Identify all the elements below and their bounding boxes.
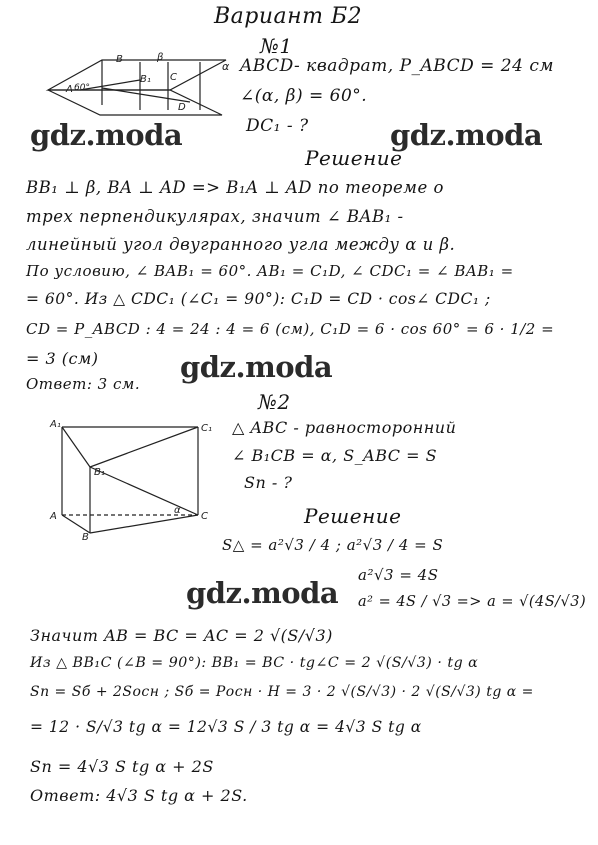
watermark-2: gdz.moda <box>390 118 543 152</box>
problem2-given-3: Sп - ? <box>244 473 293 492</box>
problem2-given-2: ∠ B₁CB = α, S_ABC = S <box>232 446 438 465</box>
figure2-label-alpha: α <box>174 505 181 516</box>
problem2-line-2: a²√3 = 4S <box>358 566 439 584</box>
watermark-4: gdz.moda <box>186 576 339 610</box>
problem1-given-1: ABCD- квадрат, P_ABCD = 24 см <box>240 56 554 76</box>
figure1-label-a: A <box>66 84 73 95</box>
problem2-line-4: Значит AB = BC = AC = 2 √(S/√3) <box>30 626 333 645</box>
figure2-label-c1: C₁ <box>201 423 212 434</box>
problem1-solution-title: Решение <box>305 146 403 170</box>
problem2-number: №2 <box>258 390 291 414</box>
variant-title: Вариант Б2 <box>214 4 363 29</box>
problem1-line-5: = 60°. Из △ CDC₁ (∠C₁ = 90°): C₁D = CD · cos∠ CDC₁ ; <box>26 290 491 308</box>
figure2-label-c: C <box>201 511 208 522</box>
problem2-line-3: a² = 4S / √3 => a = √(4S/√3) <box>358 594 587 610</box>
figure1-angle-label: 60° <box>74 83 90 93</box>
problem2-given-1: △ ABC - равносторонний <box>232 418 457 437</box>
problem2-line-5: Из △ BB₁C (∠B = 90°): BB₁ = BC · tg∠C = 2 √(S/√3) · tg α <box>30 655 479 671</box>
problem1-given-3: DC₁ - ? <box>246 116 309 136</box>
figure1-label-alpha: α <box>222 60 230 73</box>
problem1-number: №1 <box>260 34 293 58</box>
figure2-label-a: A <box>50 511 57 522</box>
figure2-label-a1: A₁ <box>50 419 61 430</box>
figure1-label-b: B <box>116 54 123 65</box>
problem1-answer: Ответ: 3 см. <box>26 375 141 393</box>
watermark-3: gdz.moda <box>180 350 333 384</box>
problem1-line-4: По условию, ∠ BAB₁ = 60°. AB₁ = C₁D, ∠ CDC₁ = ∠ BAB₁ = <box>26 262 514 280</box>
figure1-label-b1: B₁ <box>140 74 151 85</box>
problem2-line-7: = 12 · S/√3 tg α = 12√3 S / 3 tg α = 4√3 S tg α <box>30 718 422 736</box>
figure1-label-beta: β <box>157 52 164 63</box>
problem1-line-7: = 3 (см) <box>26 349 99 368</box>
problem1-line-1: BB₁ ⊥ β, BA ⊥ AD => B₁A ⊥ AD по теореме о <box>26 178 444 197</box>
figure-2-prism-diagram <box>50 415 212 543</box>
figure-1-planes-diagram <box>40 50 230 120</box>
problem1-line-3: линейный угол двугранного угла между α и β. <box>26 235 456 254</box>
problem1-line-6: CD = P_ABCD : 4 = 24 : 4 = 6 (см), C₁D = 6 · cos 60° = 6 · 1/2 = <box>26 320 555 338</box>
problem2-line-6: Sп = Sб + 2Sосн ; Sб = Pосн · H = 3 · 2 √(S/√3) · 2 √(S/√3) tg α = <box>30 684 534 700</box>
figure1-label-c: C <box>170 72 177 83</box>
figure2-label-b: B <box>82 532 89 543</box>
watermark-1: gdz.moda <box>30 118 183 152</box>
problem2-solution-title: Решение <box>304 504 402 528</box>
figure1-label-d: D <box>178 102 186 113</box>
problem1-given-2: ∠(α, β) = 60°. <box>240 86 368 106</box>
problem2-answer: Ответ: 4√3 S tg α + 2S. <box>30 786 248 805</box>
problem2-line-1: S△ = a²√3 / 4 ; a²√3 / 4 = S <box>222 536 444 554</box>
problem1-line-2: трех перпендикулярах, значит ∠ BAB₁ - <box>26 207 404 226</box>
problem2-line-8: Sп = 4√3 S tg α + 2S <box>30 757 214 776</box>
figure2-label-b1: B₁ <box>94 467 105 478</box>
